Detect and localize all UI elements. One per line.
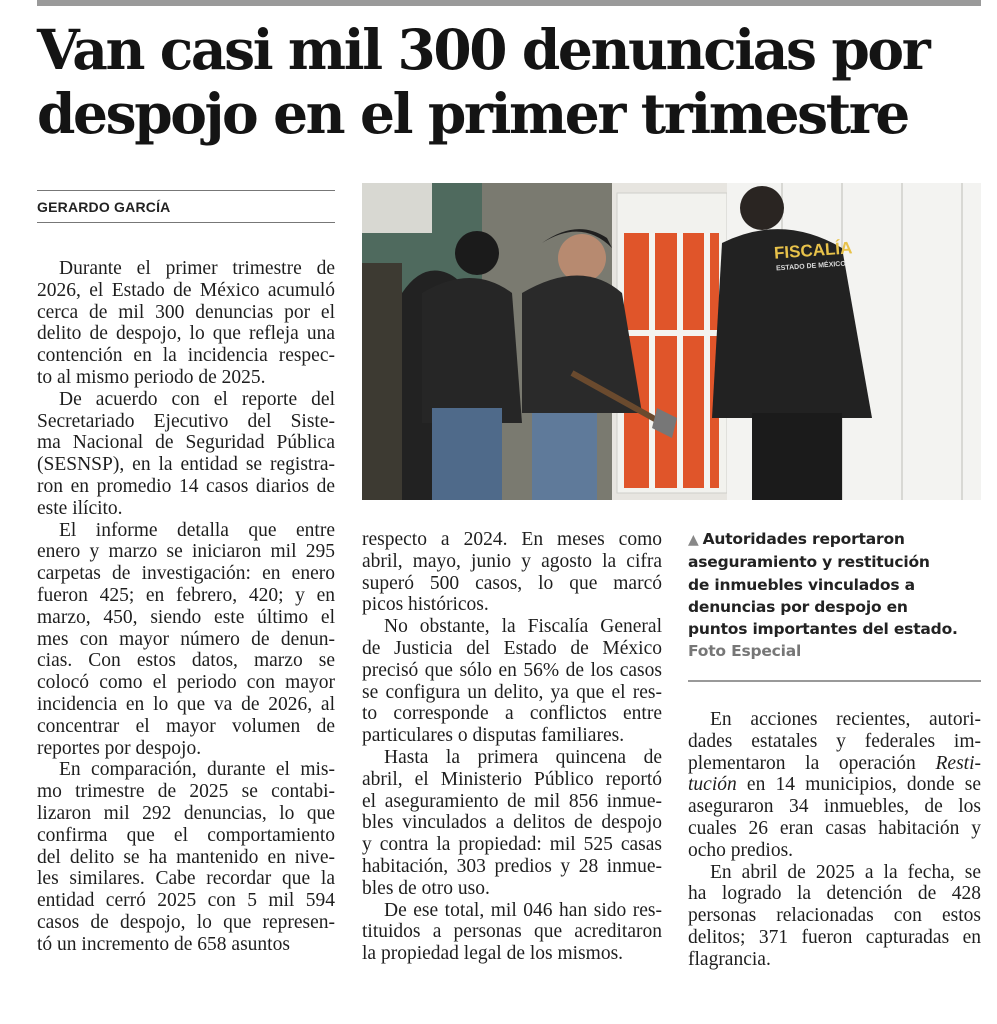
text-line: plementaron la operación Resti- — [688, 752, 981, 774]
text-line: aseguraron 34 inmuebles, de los — [688, 796, 981, 818]
text-line: confirma que el comportamiento — [37, 824, 335, 846]
text-line: cuales 26 eran casas habitación y — [688, 817, 981, 839]
article-photo — [362, 183, 981, 500]
paragraph — [362, 529, 662, 616]
paragraph — [362, 900, 662, 965]
text-line: tituidos a personas que acreditaron — [362, 921, 662, 943]
text-line: se configura un delito, ya que el res- — [362, 681, 662, 703]
text-line: reportes por despojo. — [37, 737, 202, 759]
text-line: De acuerdo con el reporte del — [59, 388, 335, 410]
text-line: ron en promedio 14 casos diarios de — [37, 475, 335, 497]
text-line: picos históricos. — [362, 594, 489, 616]
text-line: este ilícito. — [37, 497, 123, 519]
paragraph — [362, 616, 662, 747]
text-line: No obstante, la Fiscalía General — [384, 616, 662, 638]
text-line: superó 500 casos, lo que marcó — [362, 572, 662, 594]
paragraph — [37, 258, 335, 389]
text-line: tución en 14 municipios, donde se — [688, 774, 981, 796]
text-line: En comparación, durante el mis- — [59, 759, 335, 781]
text-line: ocho predios. — [688, 839, 794, 861]
text-line: mo trimestre de 2025 se contabi- — [37, 781, 335, 803]
text-line: entidad cerró 2025 con 5 mil 594 — [37, 890, 335, 912]
paragraph — [688, 709, 981, 862]
text-line: cerca de mil 300 denuncias por el — [37, 301, 335, 323]
photo-caption — [688, 528, 988, 663]
text-line: casos de despojo, lo que represen- — [37, 911, 335, 933]
text-line: precisó que sólo en 56% de los casos — [362, 659, 662, 681]
text-line: fueron 425; en febrero, 420; y en — [37, 584, 335, 606]
caption-line: puntos importantes del estado. — [688, 620, 958, 639]
text-line: habitación, 303 predios y 28 inmue- — [362, 855, 662, 877]
text-line: De ese total, mil 046 han sido res- — [384, 899, 662, 921]
photo-credit: Foto Especial — [688, 642, 802, 661]
text-line: colocó como el periodo con mayor — [37, 672, 335, 694]
text-line: delitos; 371 fueron capturadas en — [688, 926, 981, 948]
vest-subtitle: ESTADO DE MÉXICO — [775, 260, 847, 273]
text-line: marzo, 450, siendo este último el — [37, 606, 335, 628]
paragraph — [37, 389, 335, 520]
text-line: de Justicia del Estado de México — [362, 637, 662, 659]
text-line: enero y marzo se iniciaron mil 295 — [37, 541, 335, 563]
text-line: tó un incremento de 658 asuntos — [37, 933, 290, 955]
photo-illustration — [362, 183, 981, 500]
text-line: flagrancia. — [688, 948, 771, 970]
text-line: bles de otro uso. — [362, 877, 490, 899]
text-line: respecto a 2024. En meses como — [362, 529, 662, 550]
paragraph — [688, 862, 981, 971]
text-line: dades estatales y federales im- — [688, 730, 981, 752]
text-line: abril, mayo, junio y agosto la cifra — [362, 550, 662, 572]
text-line: y contra la propiedad: mil 525 casas — [362, 834, 662, 856]
text-line: Secretariado Ejecutivo del Siste- — [37, 410, 335, 432]
text-line: cias. Con estos datos, marzo se — [37, 650, 335, 672]
headline-line: Van casi mil 300 denuncias por — [37, 17, 929, 82]
article-column-3 — [688, 709, 981, 971]
text-line: delito de despojo, lo que refleja una — [37, 323, 335, 345]
text-line: abril, el Ministerio Público reportó — [362, 768, 662, 790]
triangle-up-icon: ▲ — [688, 532, 699, 548]
text-line: personas relacionadas con estos — [688, 905, 981, 927]
article-column-2 — [362, 529, 662, 965]
caption-line: Autoridades reportaron — [702, 530, 905, 548]
caption-line: aseguramiento y restitución — [688, 553, 930, 572]
text-line: En acciones recientes, autori- — [710, 709, 981, 730]
headline — [37, 18, 987, 146]
text-line: to al mismo periodo de 2025. — [37, 366, 266, 388]
text-line: 2026, el Estado de México acumuló — [37, 279, 335, 301]
text-line: la propiedad legal de los mismos. — [362, 943, 624, 965]
text-line: particulares o disputas familiares. — [362, 725, 625, 747]
text-line: ha logrado la detención de 428 — [688, 883, 981, 905]
top-rule — [37, 0, 981, 6]
vest-title: FISCALÍA — [773, 238, 853, 263]
paragraph — [37, 520, 335, 760]
author-name: GERARDO GARCÍA — [37, 199, 171, 215]
text-line: carpetas de investigación: en enero — [37, 563, 335, 585]
text-line: el aseguramiento de mil 856 inmue- — [362, 790, 662, 812]
text-line: mes con mayor número de denun- — [37, 628, 335, 650]
byline — [37, 190, 335, 223]
text-line: En abril de 2025 a la fecha, se — [710, 861, 981, 883]
text-line: (SESNSP), en la entidad se registra- — [37, 454, 335, 476]
text-line: El informe detalla que entre — [59, 519, 335, 541]
text-line: incidencia en lo que va de 2026, al — [37, 693, 335, 715]
text-line: concentrar el mayor volumen de — [37, 715, 335, 737]
caption-divider — [688, 680, 981, 682]
headline-line: despojo en el primer trimestre — [37, 81, 908, 146]
text-line: Durante el primer trimestre de — [59, 258, 335, 279]
text-line: del delito se ha mantenido en nive- — [37, 846, 335, 868]
text-line: ma Nacional de Seguridad Pública — [37, 432, 335, 454]
paragraph — [362, 747, 662, 900]
text-line: lizaron mil 292 denuncias, lo que — [37, 802, 335, 824]
article-column-1 — [37, 258, 335, 956]
text-line: Hasta la primera quincena de — [384, 746, 662, 768]
text-line: les similares. Cabe recordar que la — [37, 868, 335, 890]
text-line: to corresponde a conflictos entre — [362, 703, 662, 725]
caption-line: denuncias por despojo en — [688, 597, 908, 616]
text-line: contención en la incidencia respec- — [37, 345, 335, 367]
caption-line: de inmuebles vinculados a — [688, 575, 915, 594]
paragraph — [37, 759, 335, 955]
text-line: bles vinculados a delitos de despojo — [362, 812, 662, 834]
